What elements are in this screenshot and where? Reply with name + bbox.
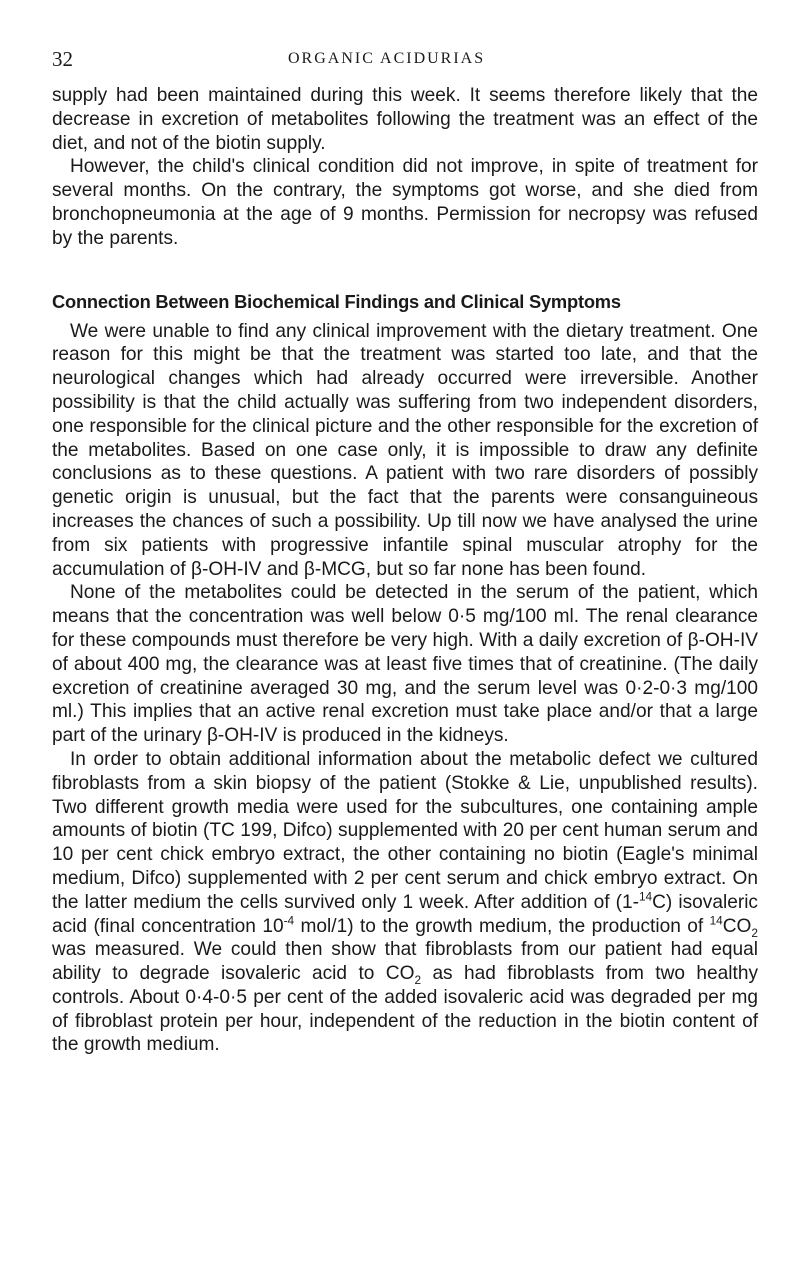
text-run: mol/1) to the growth medium, the production of [294,915,710,937]
superscript: -4 [283,913,295,928]
superscript: 14 [709,913,723,928]
paragraph: However, the child's clinical condition did not improve, in spite of treatment for several months. On the contrary, the symptoms got worse, and she died from bronchopneumonia at the age of 9 months. Permission for necropsy was refused by the parents. [52,156,758,249]
text-run: C) isovaleric acid (final concentration 10 [52,891,758,937]
page-number: 32 [52,47,73,71]
section-heading: Connection Between Biochemical Findings and Clinical Symptoms [52,290,621,312]
subscript: 2 [414,972,422,987]
page-header [52,42,758,76]
paragraph [52,748,758,1057]
text-run: CO [722,915,752,937]
paragraph: None of the metabolites could be detected in the serum of the patient, which means that the concentration was well below 0·5 mg/100 ml. The renal clearance for these compounds must therefore be very high. With a daily excretion of β-OH-IV of about 400 mg, the clearance was at least five times that of creatinine. (The daily excretion of creatinine averaged 30 mg, and the serum level was 0·2-0·3 mg/100 ml.) This implies that an active renal excretion must take place and/or that a large part of the urinary β-OH-IV is produced in the kidneys. [52,582,758,747]
text-run: In order to obtain additional information about the metabolic defect we cultured fibroblasts from a skin biopsy of the patient (Stokke & Lie, unpublished results). Two different growth media were used for the subcultures, one containing ample amounts of biotin (TC 199, Difco) supplemented with 20 per cent human serum and 10 per cent chick embryo extract, the other containing no biotin (Eagle's minimal medium, Difco) supplemented with 2 per cent serum and chick embryo extract. On the latter medium the cells survived only 1 week. After addition of (1- [52,748,758,913]
running-head: ORGANIC ACIDURIAS [288,50,486,67]
document-page [52,42,758,1057]
paragraph: We were unable to find any clinical improvement with the dietary treatment. One reason for this might be that the treatment was started too late, and that the neurological changes which had already occurred were irreversible. Another possibility is that the child actually was suffering from two independent disorders, one responsible for the clinical picture and the other responsible for the excretion of the metabolites. Based on one case only, it is impossible to draw any definite conclusions as to these questions. A patient with two rare disorders of possibly genetic origin is unusual, but the fact that the parents were consanguineous increases the chances of such a possibility. Up till now we have analysed the urine from six patients with progressive infantile spinal muscular atrophy for the accumulation of β-OH-IV and β-MCG, but so far none has been found. [52,320,758,580]
text-run: as had fibroblasts from two healthy controls. About 0·4-0·5 per cent of the added isovaleric acid was degraded per mg of fibroblast protein per hour, independent of the reduction in the biotin content of the growth medium. [52,963,758,1056]
body-text [52,84,758,1057]
paragraph: supply had been maintained during this week. It seems therefore likely that the decrease in excretion of metabolites following the treatment was an effect of the diet, and not of the biotin supply. [52,85,758,154]
text-run: was measured. We could then show that fibroblasts from our patient had equal ability to degrade isovaleric acid to CO [52,939,758,985]
subscript: 2 [751,925,758,940]
superscript: 14 [638,889,653,904]
